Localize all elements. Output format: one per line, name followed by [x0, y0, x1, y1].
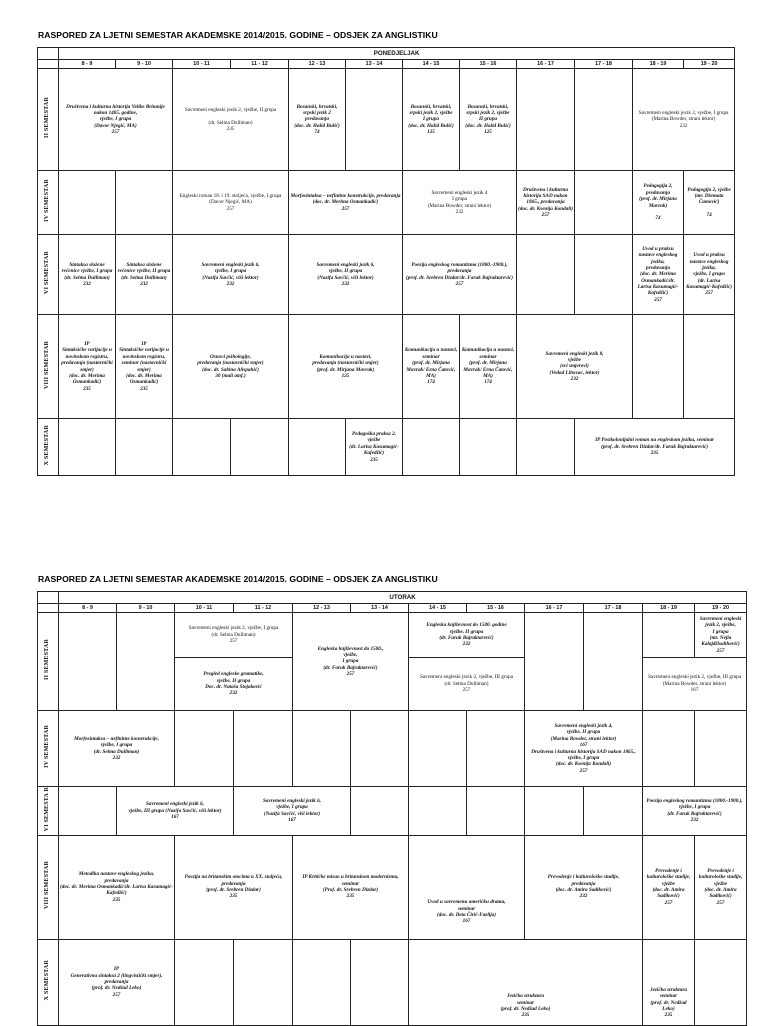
time-slot-header: 17 - 18: [584, 604, 643, 613]
semester-label: IV SEMESTAR: [38, 711, 59, 787]
class-cell: Društvena i kulturna historija Velike Britanije nakon 1485. godine, vježbe, I grupa (Davor Njegić, MA) 257: [59, 69, 173, 171]
class-cell: Sintaksa složene rečenice vježbe, II grupa (dr. Selma Dulliman) 232: [116, 235, 173, 315]
class-cell: Savremeni engleski jezik 4, vježbe, II grupa (Marina Bowder, strani lektor) 167 Društvena i kulturna historija SAD nakon 1865., vježbe, I grupa (doc. dr. Ksenija Kondali) 257: [525, 711, 643, 787]
empty-cell: [59, 787, 117, 836]
class-cell: Savremeni engleski jezik 6, vježbe, II grupa (Nazifa Savčić, viši lektor) 232: [289, 235, 403, 315]
time-slot-header: 10 - 11: [175, 604, 234, 613]
class-cell: IP Generativna sintaksa 2 (lingvistički smjer), predavanja (prof. dr. Nedžad Leko) 257: [59, 939, 175, 1025]
empty-cell: [231, 419, 289, 476]
semester-label: IV SEMESTAR: [38, 171, 59, 235]
empty-cell: [59, 171, 116, 235]
class-cell: Bosanski, hrvatski, srpski jezik 2, vježbe I grupa (doc. dr. Halid Bulić) 125: [403, 69, 460, 171]
time-slot-header: 11 - 12: [231, 60, 289, 69]
class-cell: Metodika nastave engleskog jezika, predavanja (doc. dr. Merima Osmankadić/dr. Larisa Kasumagić-Kafedžić) 235: [59, 835, 175, 939]
empty-cell: [517, 69, 575, 171]
semester-label: X SEMESTAR: [38, 939, 59, 1025]
class-cell: Poezija engleskog romantizma (1800.-1900.), vježbe, I grupa (dr. Faruk Bajraktarević) 232: [643, 787, 747, 836]
semester-label: VI SEMESTA R: [38, 787, 59, 836]
time-slot-header: 17 - 18: [575, 60, 633, 69]
corner-cell: [38, 604, 59, 613]
class-cell: Uvod u savremenu američku dramu, seminar (doc. dr. Ileta Čirić-Fazlija) 167: [409, 835, 525, 939]
empty-cell: [116, 171, 173, 235]
time-slot-header: 18 - 19: [643, 604, 695, 613]
class-cell: Komunikacija u nastavi, predavanja (nastavnički smjer) (prof. dr. Mirjana Mavrak) 125: [289, 315, 403, 419]
empty-cell: [525, 787, 584, 836]
corner-cell: [38, 592, 59, 604]
semester-label: VI SEMESTAR: [38, 235, 59, 315]
time-slot-header: 16 - 17: [517, 60, 575, 69]
corner-cell: [38, 60, 59, 69]
time-slot-header: 12 - 13: [289, 60, 346, 69]
class-cell: Jezička struktura seminar (prof. dr. Nedžad Leko) 235: [409, 939, 643, 1025]
time-slot-header: 10 - 11: [173, 60, 231, 69]
class-cell: Savremeni engleski jezik 4 I grupa (Marina Bowder, strani lektor) 232: [403, 171, 517, 235]
empty-cell: [346, 69, 403, 171]
class-cell: Sintaksa složene rečenice vježbe, I grupa (dr. Selma Dulliman) 232: [59, 235, 116, 315]
empty-cell: [584, 613, 643, 711]
class-cell: Morfosintaksa – neflnitne konstrukcije, vježbe, I grupa (dr. Selma Dulliman) 232: [59, 711, 175, 787]
semester-label: VIII SEMESTAR: [38, 315, 59, 419]
class-cell: Komunikacija u nastavi, seminar (prof. dr. Mirjana Mavrak/ Erna Čatović, MA) 174: [403, 315, 460, 419]
time-slot-header: 13 - 14: [351, 604, 409, 613]
class-cell: Jezička struktura seminar (prof. dr. Nedžad Leko) 235: [643, 939, 695, 1025]
class-cell: Engleska književnost do 1500. godine vježbe, II grupa (dr. Faruk Bajraktarević) 232: [409, 613, 525, 658]
schedule-table-utorak: [37, 591, 747, 1026]
empty-cell: [517, 235, 575, 315]
empty-cell: [575, 69, 633, 171]
empty-cell: [575, 171, 633, 235]
class-cell: Osnovi psihologije, predavanja (nastavnički smjer) (doc. dr. Sabina Alispahić) 30 (mali amf.): [173, 315, 289, 419]
schedule-table-ponedjeljak: [37, 47, 735, 476]
empty-cell: [460, 419, 517, 476]
time-slot-header: 8 - 9: [59, 604, 117, 613]
class-cell: Bosanski, hrvatski, srpski jezik 2 predavanja (doc. dr. Halid Bulić) 74: [289, 69, 346, 171]
empty-cell: [293, 711, 351, 787]
empty-cell: [351, 711, 409, 787]
empty-cell: [517, 419, 575, 476]
time-slot-header: 9 - 10: [117, 604, 175, 613]
semester-label: VIII SEMESTAR: [38, 835, 59, 939]
class-cell: Poezija engleskog romantizma (1800.-1900.), predavanja (prof. dr. Srebren Dizdar/dr. Faruk Bajraktarević) 257: [403, 235, 517, 315]
document-title-ponedjeljak: RASPORED ZA LJETNI SEMESTAR AKADEMSKE 2014/2015. GODINE – ODSJEK ZA ANGLISTIKU: [38, 30, 438, 40]
class-cell: IP Postkolonijalni roman na engleskom jeziku, seminar (prof. dr. Srebren Dizdar/dr. Faruk Bajraktarević) 235: [575, 419, 735, 476]
empty-cell: [695, 939, 747, 1025]
empty-cell: [575, 235, 633, 315]
empty-cell: [467, 711, 525, 787]
class-cell: Poezija na britanskim otocima u XX. stoljeću, predavanja (prof. dr. Srebren Dizdar) 235: [175, 835, 293, 939]
empty-cell: [643, 711, 695, 787]
class-cell: Savremeni engleski jezik 6, vježbe, I grupa (Nazifa Savčić, viši lektor) 232: [173, 235, 289, 315]
time-slot-header: 9 - 10: [116, 60, 173, 69]
class-cell: Savremeni engleski jezik 2, vježbe, I grupa (mr. Nejla Kalajdžisalihović) 257: [695, 613, 747, 658]
empty-cell: [175, 711, 234, 787]
class-cell: Savremeni engleski jezik 2, vježbe, I grupa (dr. Selma Dulliman) 257: [175, 613, 293, 658]
class-cell: Pedagoška praksa 2, vježbe (dr. Larisa Kasumagić-Kafedžić) 235: [346, 419, 403, 476]
time-slot-header: 15 - 16: [467, 604, 525, 613]
empty-cell: [525, 613, 584, 711]
empty-cell: [293, 939, 351, 1025]
class-cell: Komunikacija u nastavi, seminar (prof. dr. Mirjana Mavrak/ Erna Čatović, MA) 174: [460, 315, 517, 419]
empty-cell: [351, 787, 409, 836]
time-slot-header: 15 - 16: [460, 60, 517, 69]
class-cell: Uvod u praksu nastave engleskog jezika, vježbe, I grupa (dr. Larisa Kasumagić-Kafedžić) 257: [684, 235, 735, 315]
empty-cell: [234, 711, 293, 787]
empty-cell: [633, 315, 684, 419]
class-cell: Savremeni engleski jezik 6, vježbe, I grupa (Nazifa Savčić, viši lektor) 167: [234, 787, 351, 836]
class-cell: Prevođenje i kulturološke studije, vježbe (doc. dr. Amira Sadiković) 257: [643, 835, 695, 939]
class-cell: Bosanski, hrvatski, srpski jezik 2, vježbe II grupa (doc. dr. Halid Bulić) 125: [460, 69, 517, 171]
time-slot-header: 12 - 13: [293, 604, 351, 613]
empty-cell: [643, 613, 695, 658]
class-cell: Prevođenje i kulturološke studije, vježbe (doc. dr. Amira Sadiković) 257: [695, 835, 747, 939]
empty-cell: [175, 939, 234, 1025]
time-slot-header: 14 - 15: [403, 60, 460, 69]
class-cell: Savremeni engleski jezik 6, vježbe, III grupa (Nazifa Savčić, viši lektor) 167: [117, 787, 234, 836]
class-cell: Društvena i kulturna historija SAD nakon 1865., predavanja (doc. dr. Ksenija Kondali) 257: [517, 171, 575, 235]
semester-label: II SEMESTAR: [38, 613, 59, 711]
class-cell: IP Sintaksičke varijacije u novinskom registru, seminar (nastavnički smjer) (doc. dr. Merima Osmankadić) 235: [116, 315, 173, 419]
class-cell: Pedagogija 2, vježbe (mr. Džemata Čamović) 74: [684, 171, 735, 235]
empty-cell: [695, 711, 747, 787]
class-cell: Savremeni engleski jezik 8, vježbe (svi smjerovi) (Vedad Lihovac, lektor) 232: [517, 315, 633, 419]
day-header: UTORAK: [59, 592, 747, 604]
document-title-utorak: RASPORED ZA LJETNI SEMESTAR AKADEMSKE 2014/2015. GODINE – ODSJEK ZA ANGLISTIKU: [38, 574, 438, 584]
time-slot-header: 18 - 19: [633, 60, 684, 69]
class-cell: Savremeni engleski jezik 2, vježbe, III grupa (dr. Selma Dulliman) 257: [409, 658, 525, 711]
empty-cell: [403, 419, 460, 476]
class-cell: Prevođenje i kulturološke studije, predavanja (doc. dr. Amira Sadiković) 232: [525, 835, 643, 939]
corner-cell: [38, 48, 59, 60]
empty-cell: [117, 613, 175, 711]
time-slot-header: 14 - 15: [409, 604, 467, 613]
class-cell: Engleska književnost do 1500., vježbe, I grupa (dr. Faruk Bajraktarević) 257: [293, 613, 409, 711]
time-slot-header: 19 - 20: [684, 60, 735, 69]
empty-cell: [409, 711, 467, 787]
class-cell: Morfosintaksa – neflnitne konstrukcije, predavanja (doc. dr. Merima Osmankadić) 257: [289, 171, 403, 235]
empty-cell: [116, 419, 173, 476]
semester-label: X SEMESTAR: [38, 419, 59, 476]
empty-cell: [289, 419, 346, 476]
empty-cell: [409, 787, 467, 836]
day-header: PONEDJELJAK: [59, 48, 735, 60]
time-slot-header: 19 - 20: [695, 604, 747, 613]
empty-cell: [351, 939, 409, 1025]
class-cell: IP Sintaksičke varijacije u novinskom registru, predavanja (nastavnički smjer) (doc. dr. Merima Osmankadić) 235: [59, 315, 116, 419]
empty-cell: [59, 613, 117, 711]
semester-label: II SEMESTAR: [38, 69, 59, 171]
time-slot-header: 8 - 9: [59, 60, 116, 69]
class-cell: IP Kritičke misao u britanskom modernizmu, seminar (Prof. dr. Srebren Dizdar) 235: [293, 835, 409, 939]
time-slot-header: 11 - 12: [234, 604, 293, 613]
empty-cell: [173, 419, 231, 476]
empty-cell: [584, 787, 643, 836]
time-slot-header: 13 - 14: [346, 60, 403, 69]
empty-cell: [467, 787, 525, 836]
empty-cell: [59, 419, 116, 476]
class-cell: Savremeni engleski jezik 2, vježbe, III grupa (Marina Bowder, strani lektor) 167: [643, 658, 747, 711]
class-cell: Uvod u praksu nastave engleskog jezika, predavanja (doc. dr. Merima Osmankadić/dr. Larisa Kasumagić-Kafedžić) 257: [633, 235, 684, 315]
empty-cell: [234, 939, 293, 1025]
class-cell: Savremeni engleski jezik 2, vježbe, I grupa (Marina Bowder, strani lektor) 232: [633, 69, 735, 171]
class-cell: Pedagogija 2, predavanja (prof. dr. Mirjana Mavrak) 74: [633, 171, 684, 235]
empty-cell: [684, 315, 735, 419]
class-cell: Savremeni engleski jezik 2, vježbe, II grupa (dr. Selma Dulliman) 235: [173, 69, 289, 171]
class-cell: Pregled engleske gramatike, vježbe, II grupa Doc. dr. Nataša Stojaković 232: [175, 658, 293, 711]
class-cell: Engleski roman 18. i 19. stoljeća, vježbe, I grupa (Davor Njegić, MA) 257: [173, 171, 289, 235]
time-slot-header: 16 - 17: [525, 604, 584, 613]
